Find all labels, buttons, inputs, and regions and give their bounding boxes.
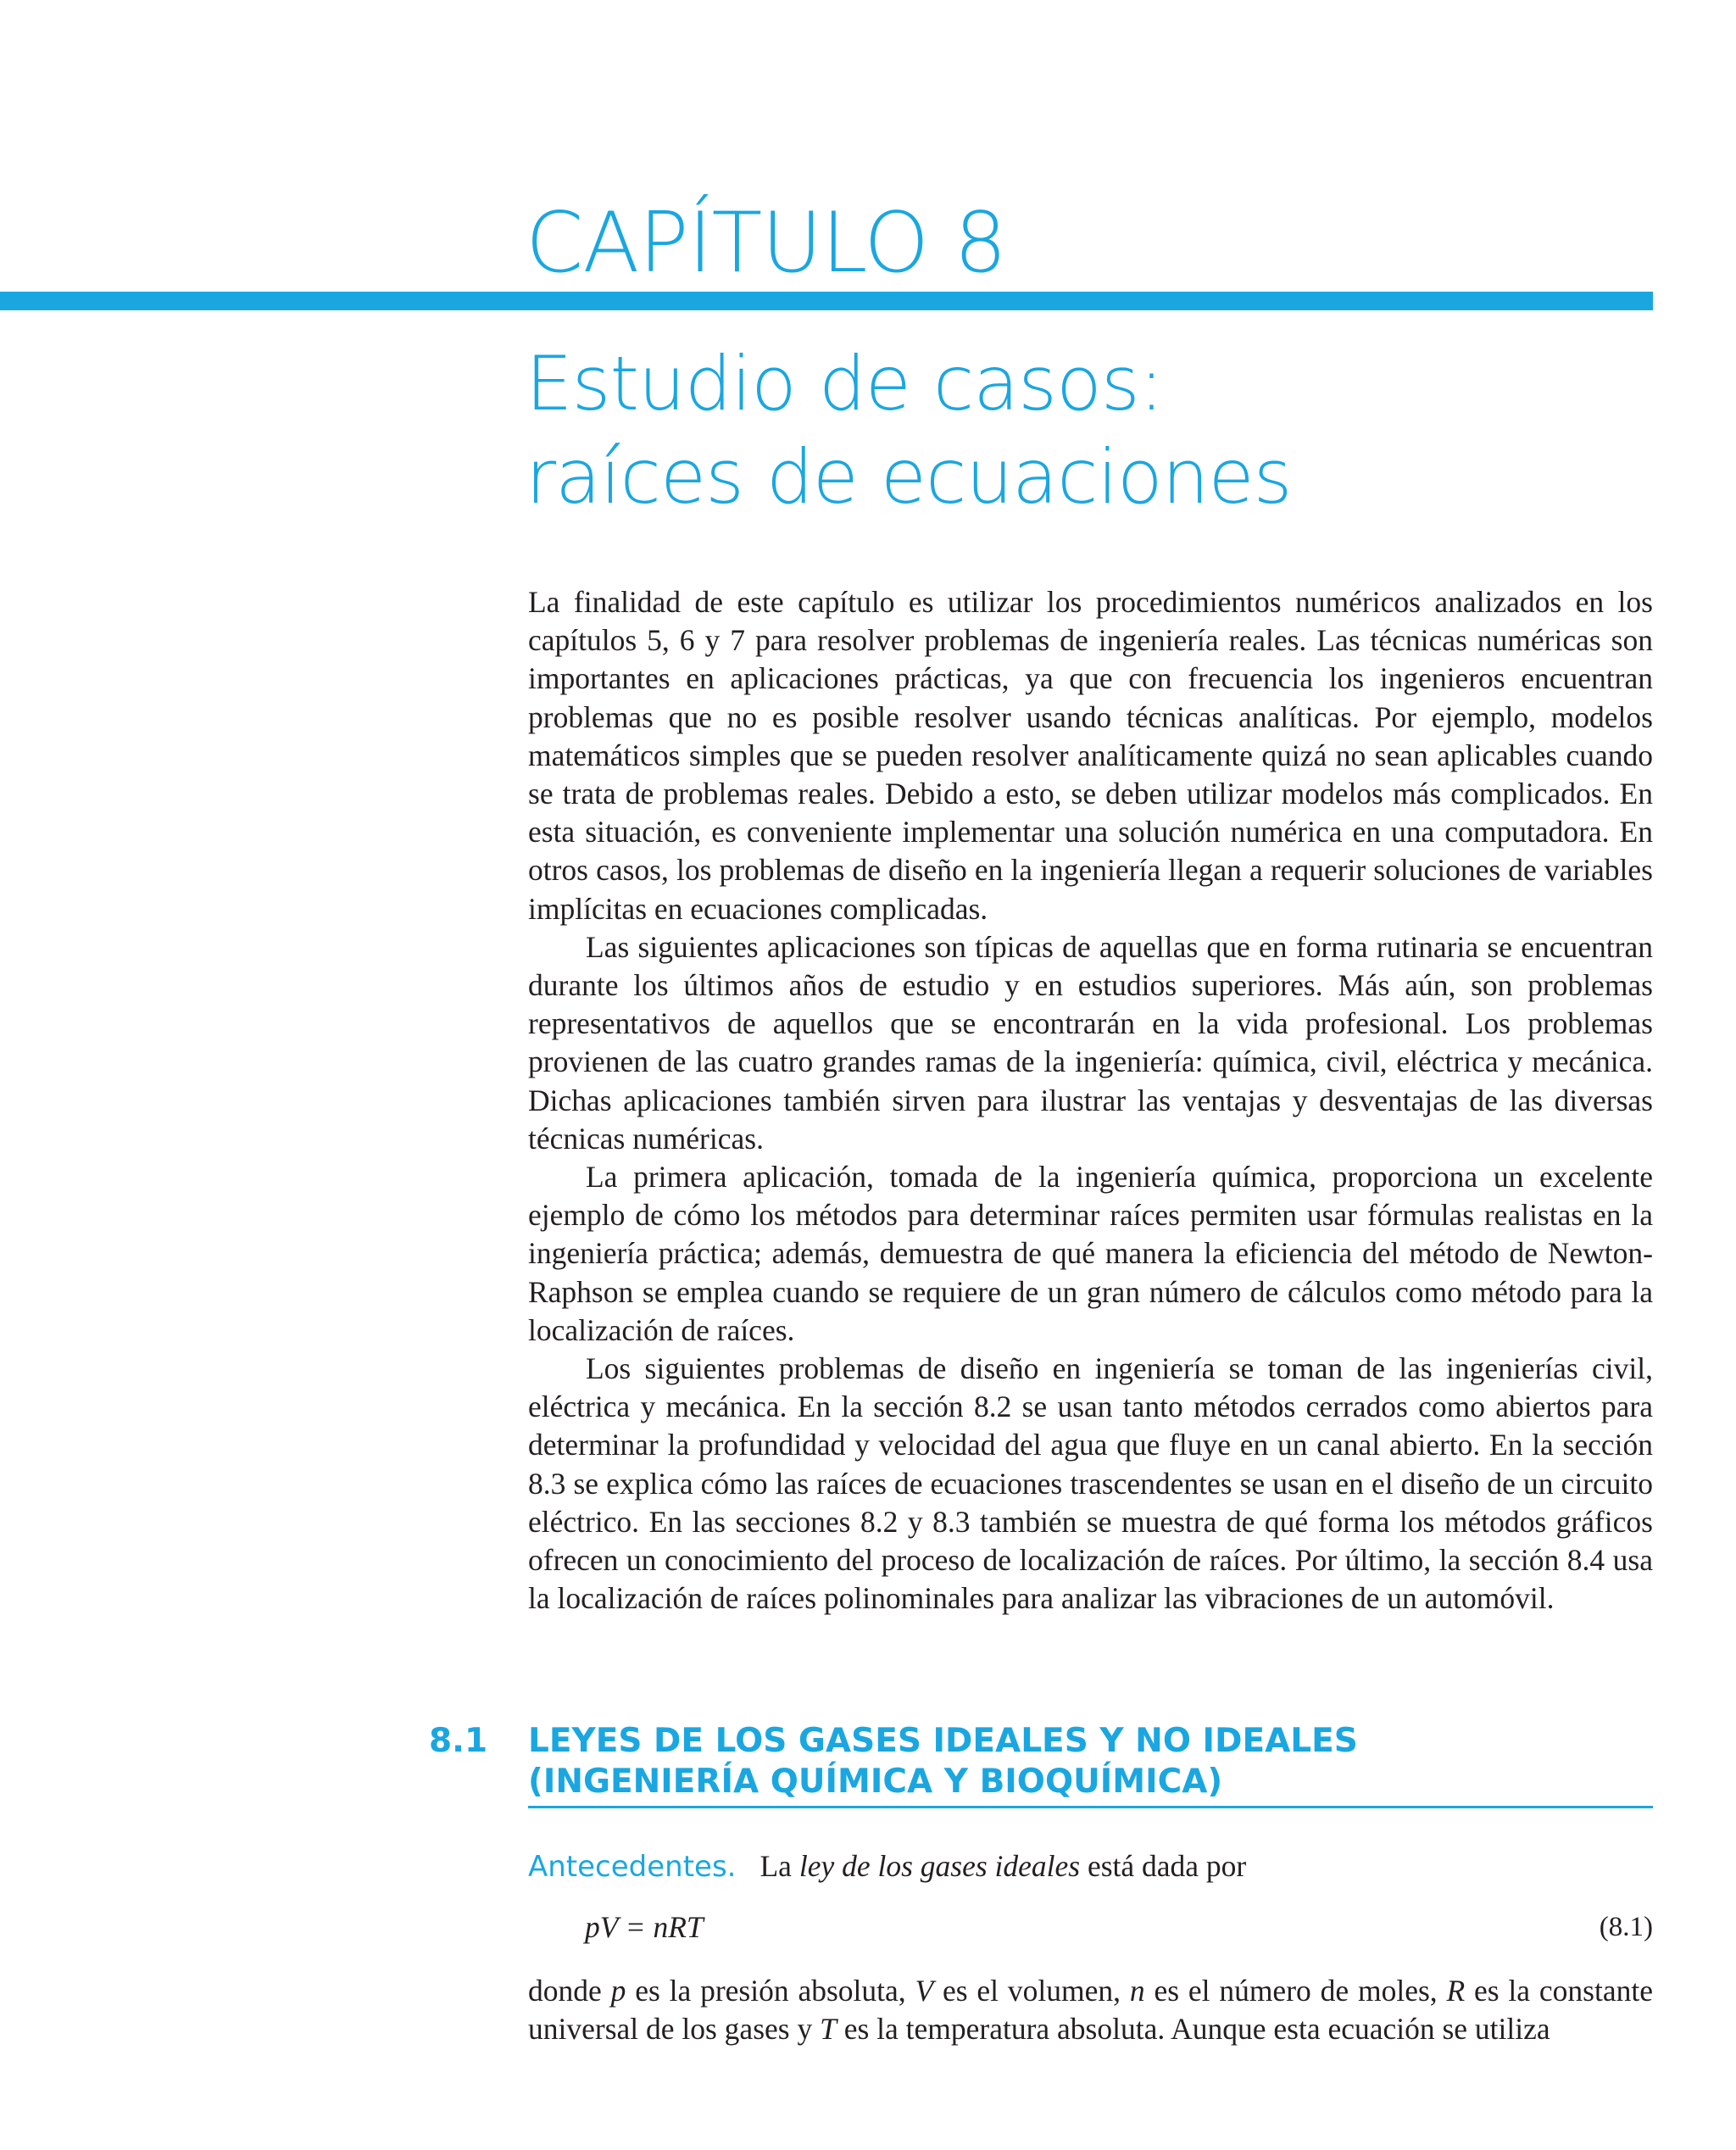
section-heading <box>528 1721 1358 1802</box>
antecedentes-text-before: La <box>760 1849 799 1883</box>
antecedentes-term: ley de los gases ideales <box>798 1849 1081 1883</box>
antecedentes-lead: Antecedentes. <box>528 1850 737 1884</box>
intro-text <box>528 583 1653 1618</box>
definition-text-3: es el volumen, <box>933 1974 1130 2008</box>
chapter-title <box>526 337 1292 524</box>
chapter-title-line-2: raíces de ecuaciones <box>526 433 1292 521</box>
antecedentes-line <box>528 1846 1246 1886</box>
intro-paragraph-4: Los siguientes problemas de diseño en ingeniería se toman de las ingenierías civil, eléctrica y mecánica. En la sección 8.2 se usan tanto métodos cerrados como abiertos para determinar la profundidad y velocidad del agua que fluye en un canal abierto. En la sección 8.3 se explica cómo las raíces de ecuaciones trascendentes se usan en el diseño de un circuito eléctrico. En las secciones 8.2 y 8.3 también se muestra de qué forma los métodos gráficos ofrecen un conocimiento del proceso de localización de raíces. Por último, la sección 8.4 usa la localización de raíces polinominales para analizar las vibraciones de un automóvil. <box>528 1351 1653 1616</box>
equation-number: (8.1) <box>1599 1912 1653 1942</box>
section-heading-line-2: (INGENIERÍA QUÍMICA Y BIOQUÍMICA) <box>528 1763 1223 1801</box>
var-r: R <box>1446 1974 1466 2008</box>
definition-text-4: es el número de moles, <box>1144 1974 1447 2008</box>
var-v: V <box>915 1974 934 2008</box>
antecedentes-text-after: está dada por <box>1080 1849 1247 1883</box>
var-p: p <box>610 1974 626 2008</box>
var-t: T <box>820 2012 837 2047</box>
var-n: n <box>1129 1974 1145 2008</box>
definition-text-6: es la temperatura absoluta. Aunque esta ecuación se utiliza <box>836 2012 1550 2047</box>
chapter-label: CAPÍTULO 8 <box>526 195 1006 292</box>
intro-paragraph-3: La primera aplicación, tomada de la ingeniería química, proporciona un excelente ejemplo de cómo los métodos para determinar raíces permiten usar fórmulas realistas en la ingeniería práctica; además, demuestra de qué manera la eficiencia del método de Newton-Raphson se emplea cuando se requiere de un gran número de cálculos como método para la localización de raíces. <box>528 1160 1653 1347</box>
intro-paragraph-2: Las siguientes aplicaciones son típicas de aquellas que en forma rutinaria se encuentran durante los últimos años de estudio y en estudios superiores. Más aún, son problemas representativos de aquellos que se encontrarán en la vida profesional. Los problemas provienen de las cuatro grandes ramas de la ingeniería: química, civil, eléctrica y mecánica. Dichas aplicaciones también sirven para ilustrar las ventajas y desventajas de las diversas técnicas numéricas. <box>528 929 1653 1156</box>
section-heading-line-1: LEYES DE LOS GASES IDEALES Y NO IDEALES <box>528 1722 1358 1760</box>
section-underline <box>528 1806 1653 1808</box>
equation-8-1: pV = nRT <box>585 1910 704 1944</box>
definition-text <box>528 1972 1653 2048</box>
chapter-divider-bar <box>0 292 1653 310</box>
section-number: 8.1 <box>429 1722 488 1760</box>
definition-paragraph <box>528 1972 1653 2048</box>
definition-text-1: donde <box>528 1974 611 2008</box>
chapter-title-line-1: Estudio de casos: <box>526 340 1164 427</box>
intro-paragraph-1: La finalidad de este capítulo es utilizar los procedimientos numéricos analizados en los capítulos 5, 6 y 7 para resolver problemas de ingeniería reales. Las técnicas numéricas son importantes en aplicaciones prácticas, ya que con frecuencia los ingenieros encuentran problemas que no es posible resolver usando técnicas analíticas. Por ejemplo, modelos matemáticos simples que se pueden resolver analíticamente quizá no sean aplicables cuando se trata de problemas reales. Debido a esto, se deben utilizar modelos más complicados. En esta situación, es conveniente implementar una solución numérica en una computadora. En otros casos, los problemas de diseño en la ingeniería llegan a requerir soluciones de variables implícitas en ecuaciones complicadas. <box>528 585 1653 926</box>
definition-text-5: es la constante universal de los gases y <box>528 1974 1653 2047</box>
definition-text-2: es la presión absoluta, <box>626 1974 915 2008</box>
